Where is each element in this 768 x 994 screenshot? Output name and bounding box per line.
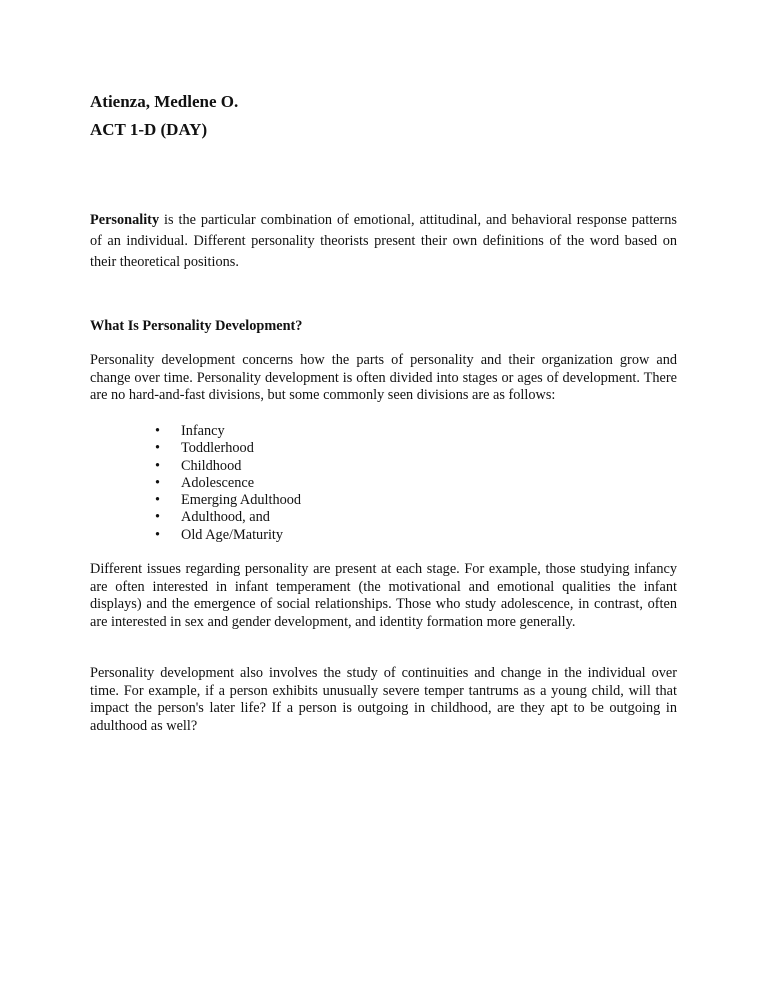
list-item-label: Emerging Adulthood [181, 492, 302, 509]
bullet-icon: • [155, 423, 161, 439]
list-item [155, 458, 301, 475]
list-item [155, 440, 301, 457]
list-item [155, 509, 301, 526]
list-item [155, 475, 301, 492]
list-item-label: Adulthood, and [181, 509, 270, 526]
continuity-paragraph: Personality development also involves the study of continuities and change in the individual over time. For example, if a person exhibits unusually severe temper tantrums as a young child, will that impact the person's later life? If a person is outgoing in childhood, are they apt to be outgoing in adulthood as well? [90, 665, 677, 734]
bullet-icon: • [155, 526, 161, 543]
intro-text: is the particular combination of emotional, attitudinal, and behavioral response patterns of an individual. Different personality theorists present their own definitions of the word based on their theoretical positions. [90, 212, 677, 270]
list-item [155, 423, 301, 440]
intro-term: Personality [90, 212, 160, 228]
list-item [155, 527, 301, 544]
list-item-label: Old Age/Maturity [181, 526, 284, 543]
list-item-label: Adolescence [181, 474, 255, 491]
stage-issues-paragraph: Different issues regarding personality are present at each stage. For example, those studying infancy are often interested in infant temperament (the motivational and emotional qualities the infant displays) and the emergence of social relationships. Those who study adolescence, in contrast, often are interested in sex and gender development, and identity formation more generally. [90, 561, 677, 630]
bullet-icon: • [155, 440, 161, 457]
stages-list [155, 423, 301, 544]
list-item-label: Infancy [181, 423, 225, 439]
bullet-icon: • [155, 492, 161, 509]
section-heading: What Is Personality Development? [90, 318, 303, 334]
intro-paragraph [90, 210, 677, 273]
bullet-icon: • [155, 509, 161, 526]
class-section: ACT 1-D (DAY) [90, 120, 208, 139]
bullet-icon: • [155, 474, 161, 491]
author-name: Atienza, Medlene O. [90, 92, 239, 111]
bullet-icon: • [155, 457, 161, 474]
list-item [155, 492, 301, 509]
development-paragraph: Personality development concerns how the parts of personality and their organization grow and change over time. Personality development is often divided into stages or ages of development. There are no hard-and-fast divisions, but some commonly seen divisions are as follows: [90, 352, 677, 403]
list-item-label: Childhood [181, 457, 242, 474]
list-item-label: Toddlerhood [181, 440, 254, 457]
